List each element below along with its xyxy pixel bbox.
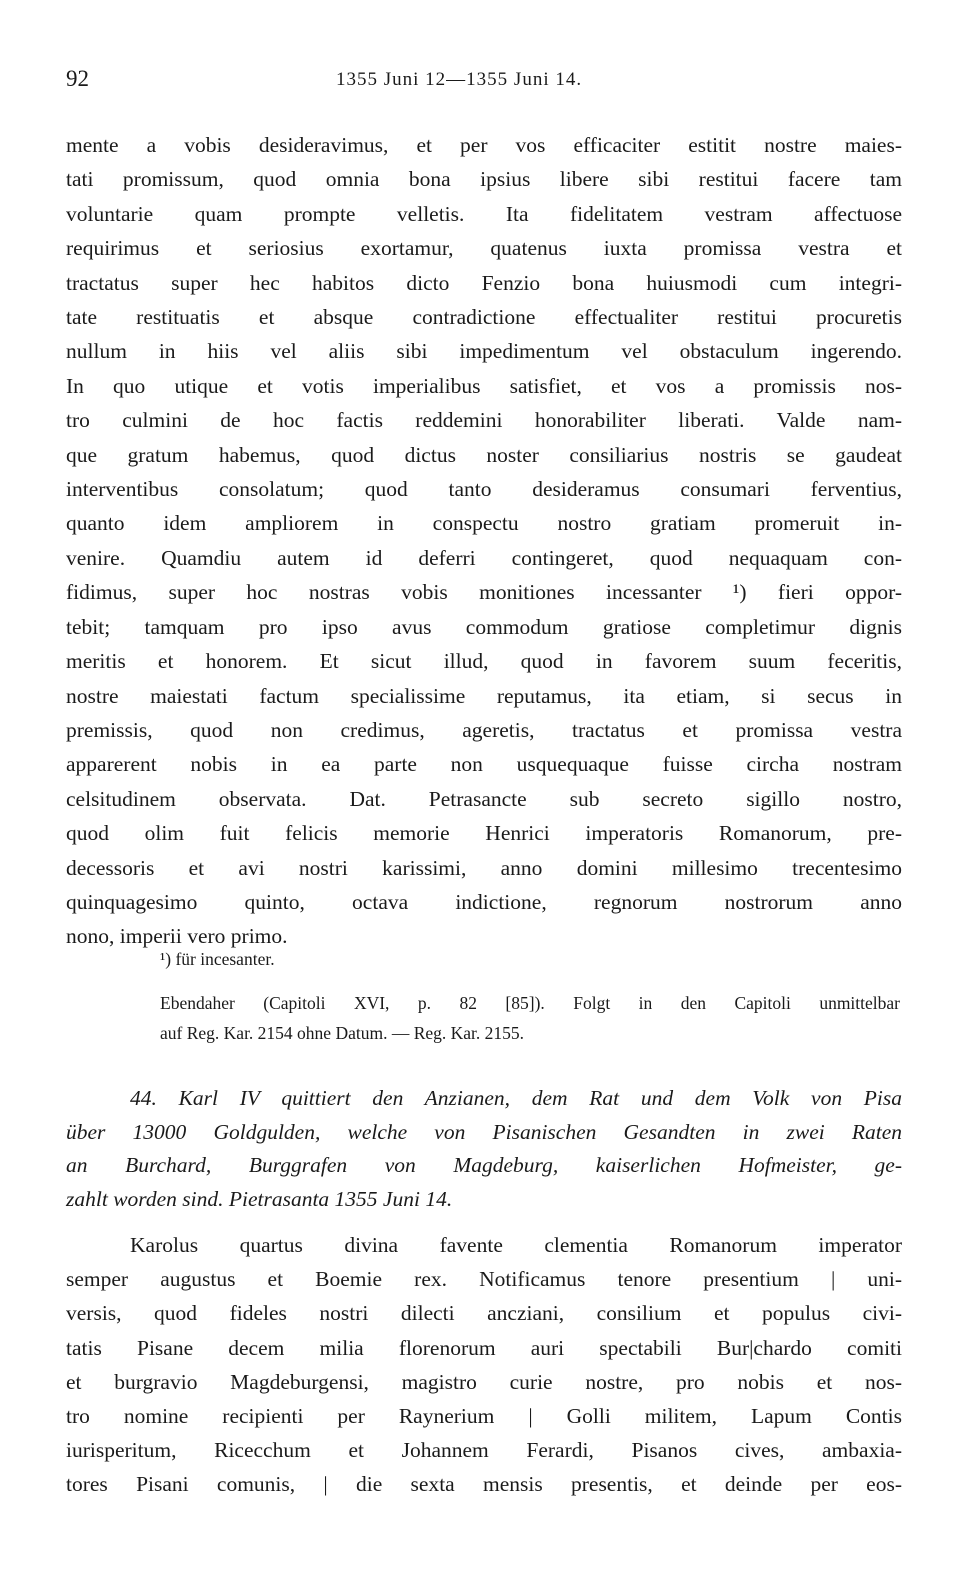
- page-number: 92: [66, 66, 89, 91]
- body-line: nono, imperii vero primo.: [66, 924, 288, 949]
- doc-body-line: tro nomine recipienti per Raynerium | Golli militem, Lapum Contis: [66, 1404, 902, 1429]
- body-line: voluntarie quam prompte velletis. Ita fidelitatem vestram affectuose: [66, 201, 902, 226]
- body-line: tractatus super hec habitos dicto Fenzio bona huiusmodi cum integri-: [66, 270, 902, 295]
- source-note-line: Ebendaher (Capitoli XVI, p. 82 [85]). Folgt in den Capitoli unmittelbar: [160, 993, 900, 1013]
- letter-body: [66, 128, 902, 954]
- doc-body-line: semper augustus et Boemie rex. Notificamus tenore presentium | uni-: [66, 1267, 902, 1292]
- running-head: 1355 Juni 12—1355 Juni 14.: [336, 69, 583, 90]
- body-line: quanto idem ampliorem in conspectu nostro gratiam promeruit in-: [66, 511, 902, 536]
- heading-line: an Burchard, Burggrafen von Magdeburg, kaiserlichen Hofmeister, ge-: [66, 1153, 902, 1177]
- body-line: tebit; tamquam pro ipso avus commodum gratiose completimur dignis: [66, 614, 902, 639]
- document-heading: [66, 1082, 902, 1216]
- body-line: celsitudinem observata. Dat. Petrasancte sub secreto sigillo nostro,: [66, 786, 902, 811]
- body-line: requirimus et seriosius exortamur, quatenus iuxta promissa vestra et: [66, 236, 902, 261]
- heading-line: über 13000 Goldgulden, welche von Pisanischen Gesandten in zwei Raten: [66, 1119, 902, 1144]
- body-line: tati promissum, quod omnia bona ipsius libere sibi restitui facere tam: [66, 167, 902, 192]
- body-line: fidimus, super hoc nostras vobis monitiones incessanter ¹) fieri oppor-: [66, 580, 902, 605]
- body-line: interventibus consolatum; quod tanto desideramus consumari ferventius,: [66, 477, 902, 502]
- body-line: que gratum habemus, quod dictus noster consiliarius nostris se gaudeat: [66, 442, 902, 467]
- heading-line: 44. Karl IV quittiert den Anzianen, dem Rat und dem Volk von Pisa: [130, 1086, 902, 1110]
- body-line: apparerent nobis in ea parte non usquequaque fuisse circha nostram: [66, 752, 902, 777]
- body-line: quod olim fuit felicis memorie Henrici imperatoris Romanorum, pre-: [66, 821, 902, 846]
- doc-body-line: et burgravio Magdeburgensi, magistro curie nostre, pro nobis et nos-: [66, 1369, 902, 1394]
- body-line: tate restituatis et absque contradictione effectualiter restitui procuretis: [66, 305, 902, 330]
- source-note: [160, 988, 900, 1048]
- footnote: ¹) für incesanter.: [160, 949, 275, 969]
- doc-body-line: tatis Pisane decem milia florenorum auri spectabili Bur|chardo comiti: [66, 1335, 902, 1360]
- doc-body-line: versis, quod fideles nostri dilecti ancziani, consilium et populus civi-: [66, 1301, 902, 1326]
- doc-body-line: Karolus quartus divina favente clementia Romanorum imperator: [130, 1233, 902, 1257]
- page-header: [66, 66, 896, 96]
- body-line: premissis, quod non credimus, ageretis, tractatus et promissa vestra: [66, 717, 902, 742]
- body-line: tro culmini de hoc factis reddemini honorabiliter liberati. Valde nam-: [66, 408, 902, 433]
- heading-line: zahlt worden sind. Pietrasanta 1355 Juni 14.: [66, 1186, 453, 1211]
- body-line: nullum in hiis vel aliis sibi impedimentum vel obstaculum ingerendo.: [66, 339, 902, 364]
- doc-body-line: iurisperitum, Ricecchum et Johannem Ferardi, Pisanos cives, ambaxia-: [66, 1438, 902, 1463]
- body-line: nostre maiestati factum specialissime reputamus, ita etiam, si secus in: [66, 683, 902, 708]
- body-line: venire. Quamdiu autem id deferri contingeret, quod nequaquam con-: [66, 545, 902, 570]
- source-note-line: auf Reg. Kar. 2154 ohne Datum. — Reg. Kar. 2155.: [160, 1023, 525, 1043]
- document-body: [66, 1228, 902, 1502]
- body-line: In quo utique et votis imperialibus satisfiet, et vos a promissis nos-: [66, 373, 902, 398]
- body-line: quinquagesimo quinto, octava indictione, regnorum nostrorum anno: [66, 889, 902, 914]
- body-line: decessoris et avi nostri karissimi, anno domini millesimo trecentesimo: [66, 855, 902, 880]
- body-line: mente a vobis desideravimus, et per vos efficaciter estitit nostre maies-: [66, 133, 902, 157]
- body-line: meritis et honorem. Et sicut illud, quod in favorem suum feceritis,: [66, 649, 902, 674]
- doc-body-line: tores Pisani comunis, | die sexta mensis presentis, et deinde per eos-: [66, 1472, 902, 1497]
